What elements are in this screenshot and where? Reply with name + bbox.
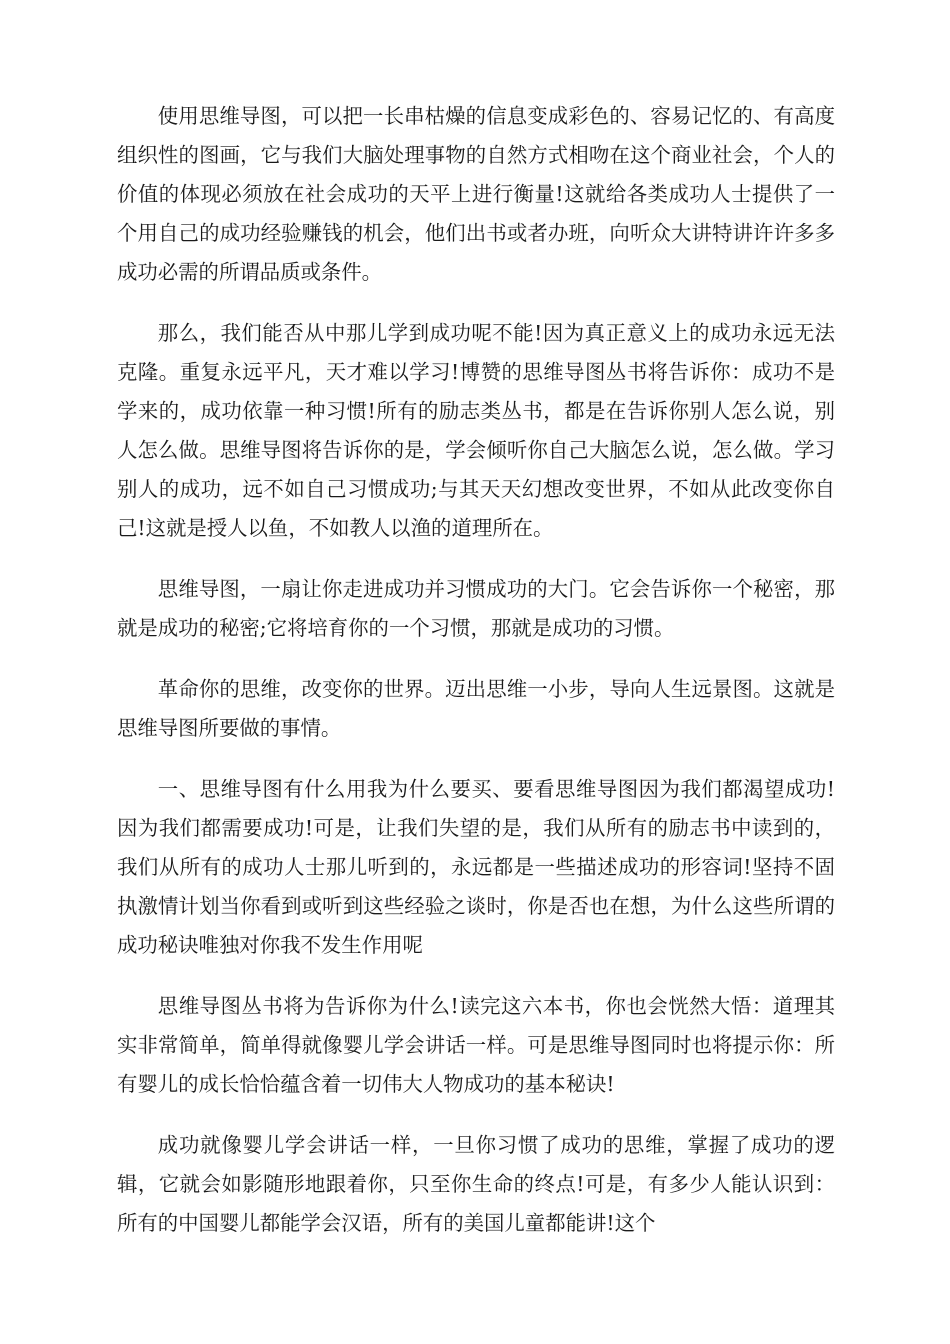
paragraph-1: 使用思维导图，可以把一长串枯燥的信息变成彩色的、容易记忆的、有高度组织性的图画，它与我们大脑处理事物的自然方式相吻在这个商业社会，个人的价值的体现必须放在社会成功的天平上进行衡量!这就给各类成功人士提供了一个用自己的成功经验赚钱的机会，他们出书或者办班，向听众大讲特讲许许多多成功必需的所谓品质或条件。 <box>117 104 835 284</box>
document-body <box>117 97 835 1265</box>
paragraph-2: 那么，我们能否从中那儿学到成功呢不能!因为真正意义上的成功永远无法克隆。重复永远平凡，天才难以学习!博赞的思维导图丛书将告诉你：成功不是学来的，成功依靠一种习惯!所有的励志类丛书，都是在告诉你别人怎么说，别人怎么做。思维导图将告诉你的是，学会倾听你自己大脑怎么说，怎么做。学习别人的成功，远不如自己习惯成功;与其天天幻想改变世界，不如从此改变你自己!这就是授人以鱼，不如教人以渔的道理所在。 <box>117 321 835 540</box>
paragraph-7: 成功就像婴儿学会讲话一样，一旦你习惯了成功的思维，掌握了成功的逻辑，它就会如影随形地跟着你，只至你生命的终点!可是，有多少人能认识到：所有的中国婴儿都能学会汉语，所有的美国儿童都能讲!这个 <box>117 1133 835 1235</box>
paragraph-6: 思维导图丛书将为告诉你为什么!读完这六本书，你也会恍然大悟：道理其实非常简单，简单得就像婴儿学会讲话一样。可是思维导图同时也将提示你：所有婴儿的成长恰恰蕴含着一切伟大人物成功的基本秘诀! <box>117 994 835 1096</box>
paragraph-5: 一、思维导图有什么用我为什么要买、要看思维导图因为我们都渴望成功!因为我们都需要成功!可是，让我们失望的是，我们从所有的励志书中读到的，我们从所有的成功人士那儿听到的，永远都是一些描述成功的形容词!坚持不固执激情计划当你看到或听到这些经验之谈时，你是否也在想，为什么这些所谓的成功秘诀唯独对你我不发生作用呢 <box>117 777 835 957</box>
paragraph-3: 思维导图，一扇让你走进成功并习惯成功的大门。它会告诉你一个秘密，那就是成功的秘密;它将培育你的一个习惯，那就是成功的习惯。 <box>117 577 835 640</box>
paragraph-4: 革命你的思维，改变你的世界。迈出思维一小步，导向人生远景图。这就是思维导图所要做的事情。 <box>117 677 835 740</box>
